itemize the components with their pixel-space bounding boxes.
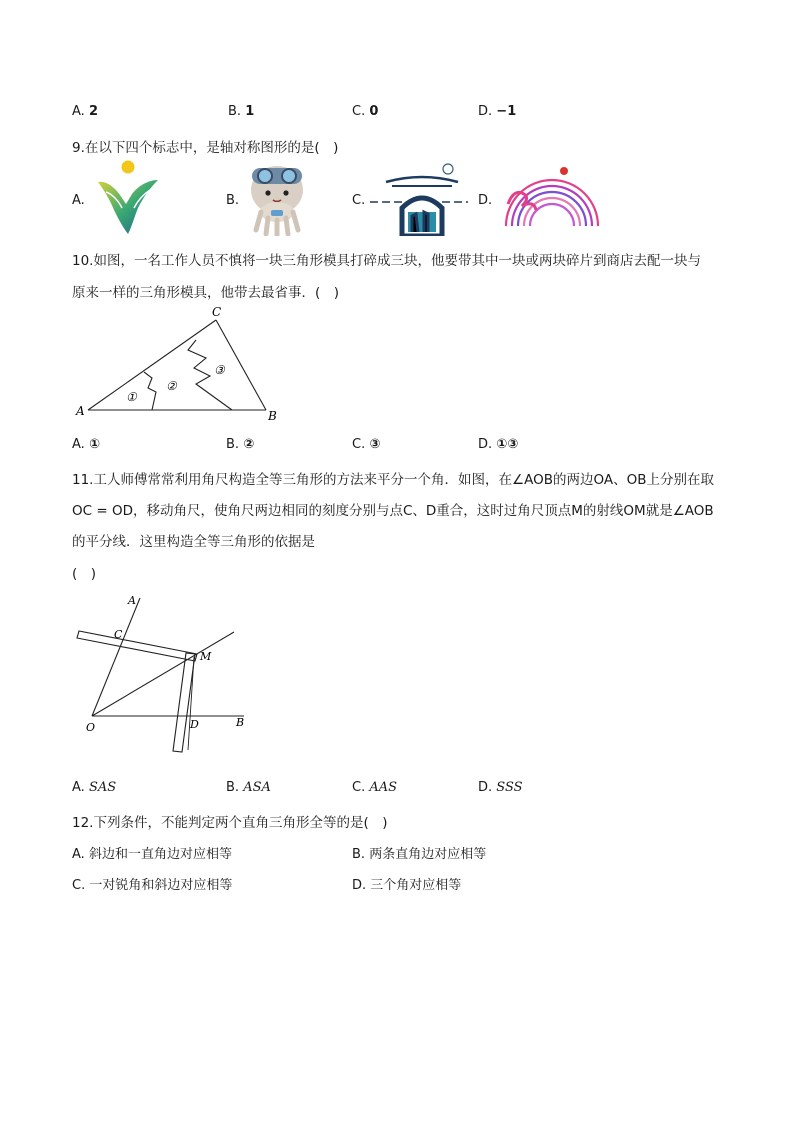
label-b: B: [236, 716, 245, 729]
label-piece-1: ①: [126, 390, 137, 404]
option-label: C.: [352, 104, 366, 119]
label-o: O: [86, 721, 96, 734]
label-piece-2: ②: [166, 379, 177, 393]
label-a: A: [128, 594, 136, 607]
q11-stem-line4: ( ): [72, 566, 97, 582]
crack-1: [144, 372, 156, 410]
option-value: ③: [369, 437, 381, 452]
label-d: D: [190, 718, 199, 731]
q10-option-c[interactable]: [352, 437, 380, 452]
option-label: D.: [478, 437, 493, 452]
label-b: B: [268, 409, 277, 423]
logo-rainbow-arcs-icon: [500, 160, 604, 228]
q10-broken-triangle-figure: [70, 306, 290, 426]
crack-2: [188, 340, 232, 410]
option-label: B.: [226, 780, 240, 795]
option-value: ①③: [496, 437, 519, 452]
option-label: B.: [226, 437, 240, 452]
option-value: 两条直角边对应相等: [369, 847, 487, 862]
option-value: SAS: [88, 780, 117, 795]
q8-option-a[interactable]: [72, 104, 98, 119]
option-label: A.: [72, 437, 85, 452]
option-value: −1: [496, 104, 517, 119]
q9-option-a[interactable]: A.: [72, 193, 85, 208]
q10-stem-line2: 原来一样的三角形模具，他带去最省事．( ): [72, 285, 340, 301]
option-value: 三个角对应相等: [370, 878, 462, 893]
mascot-character-icon: [246, 160, 308, 236]
q12-option-c[interactable]: [72, 874, 232, 893]
q12-option-b[interactable]: [352, 843, 486, 862]
option-label: D.: [478, 104, 493, 119]
logo-hands-sun-icon: [92, 158, 164, 238]
option-label: B.: [352, 847, 366, 862]
q10-option-a[interactable]: [72, 437, 100, 452]
option-value: ①: [88, 437, 100, 452]
label-a: A: [76, 404, 85, 418]
q9-option-b[interactable]: B.: [226, 193, 240, 208]
option-label: C.: [72, 878, 86, 893]
q11-option-d[interactable]: [478, 780, 523, 795]
q11-option-a[interactable]: [72, 780, 116, 795]
option-label: A.: [72, 104, 85, 119]
option-value: 0: [369, 104, 379, 119]
q9-stem: 9.在以下四个标志中，是轴对称图形的是( ): [72, 140, 339, 156]
q11-stem-line3: 的平分线．这里构造全等三角形的依据是: [72, 534, 315, 550]
q12-option-d[interactable]: [352, 874, 461, 893]
option-value: 2: [88, 104, 98, 119]
option-label: C.: [352, 780, 366, 795]
label-m: M: [200, 650, 212, 663]
q11-stem-line1: 11.工人师傅常常利用角尺构造全等三角形的方法来平分一个角．如图，在∠AOB的两边OA、OB上分别在取: [72, 472, 714, 488]
q11-option-c[interactable]: [352, 780, 397, 795]
q9-option-c[interactable]: C.: [352, 193, 366, 208]
option-value: 斜边和一直角边对应相等: [88, 847, 232, 862]
option-label: D.: [478, 780, 493, 795]
label-piece-3: ③: [214, 363, 225, 377]
q12-stem: 12.下列条件，不能判定两个直角三角形全等的是( ): [72, 815, 388, 831]
ray-oa: [92, 598, 140, 716]
ruler-arm-2: [173, 653, 195, 752]
option-label: B.: [228, 104, 242, 119]
logo-pavilion-arch-icon: [368, 162, 476, 236]
option-value: SSS: [496, 780, 523, 795]
option-value: ASA: [243, 780, 271, 795]
q11-stem-line2: OC = OD，移动角尺，使角尺两边相同的刻度分别与点C、D重合，这时过角尺顶点M的射线OM就是∠AOB: [72, 503, 714, 519]
label-c: C: [114, 628, 123, 641]
q8-option-d[interactable]: [478, 104, 516, 119]
option-value: 一对锐角和斜边对应相等: [89, 878, 233, 893]
option-label: C.: [352, 437, 366, 452]
q11-angle-ruler-figure: [68, 588, 258, 758]
option-value: ②: [243, 437, 255, 452]
q12-option-a[interactable]: [72, 843, 232, 862]
q9-option-d[interactable]: D.: [478, 193, 493, 208]
q11-option-b[interactable]: [226, 780, 271, 795]
q10-option-b[interactable]: [226, 437, 254, 452]
q8-option-b[interactable]: [228, 104, 254, 119]
option-label: A.: [72, 780, 85, 795]
option-value: AAS: [369, 780, 398, 795]
option-value: 1: [245, 104, 255, 119]
option-label: A.: [72, 847, 85, 862]
label-c: C: [212, 306, 222, 319]
q10-stem-line1: 10.如图，一名工作人员不慎将一块三角形模具打碎成三块，他要带其中一块或两块碎片到商店去配一块与: [72, 253, 701, 269]
q10-option-d[interactable]: [478, 437, 518, 452]
option-label: D.: [352, 878, 367, 893]
ruler-arm-1: [77, 631, 197, 661]
q8-option-c[interactable]: [352, 104, 378, 119]
